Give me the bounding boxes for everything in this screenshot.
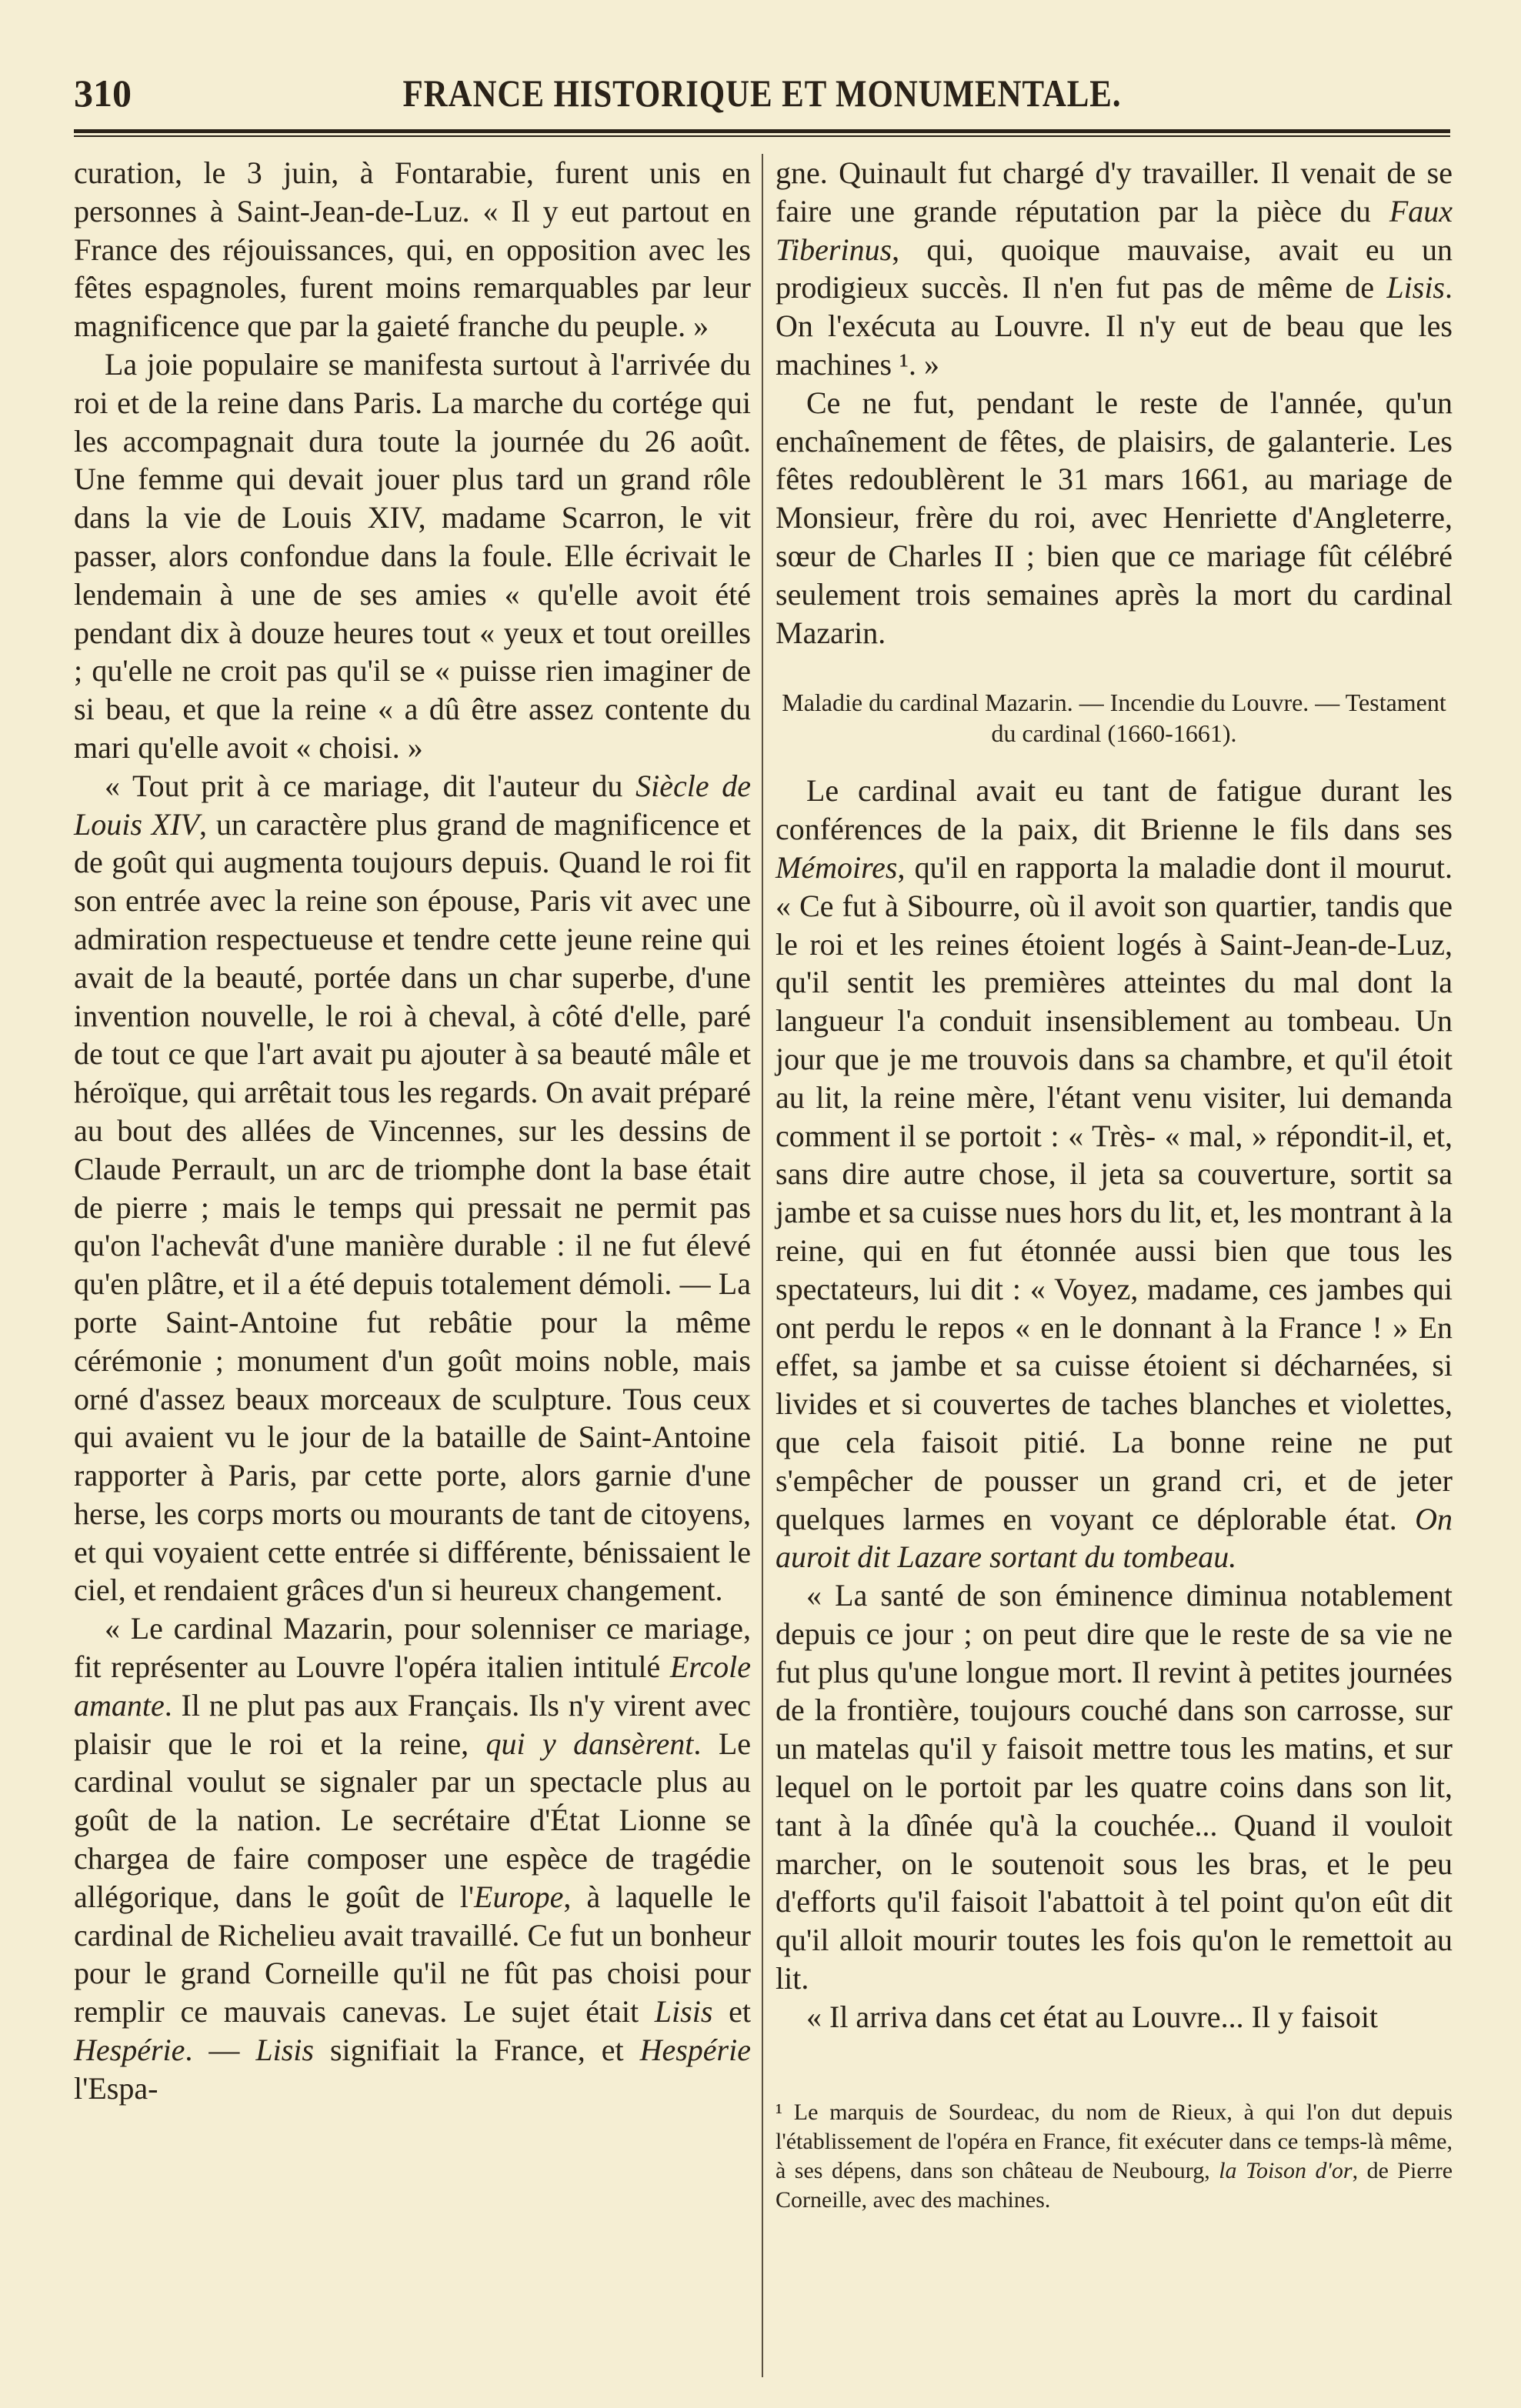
running-title: FRANCE HISTORIQUE ET MONUMENTALE. (402, 72, 1122, 115)
italic-text: Hespérie (639, 2033, 751, 2068)
text-run: « Le cardinal Mazarin, pour solenniser ce mariage, fit représenter au Louvre l'opéra italien intitulé (74, 1611, 751, 1685)
italic-text: qui y dansèrent (485, 1726, 694, 1761)
text-run: « Tout prit à ce mariage, dit l'auteur du (105, 768, 636, 803)
paragraph (776, 154, 1453, 384)
text-run: La joie populaire se manifesta surtout à l'arrivée du roi et de la reine dans Paris. La marche du cortége qui les accompagnait dura toute la journée du 26 août. Une femme qui devait jouer plus tard un grand rôle dans la vie de Louis XIV, madame Scarron, le vit passer, alors confondue dans la foule. Elle écrivait le lendemain à une de ses amies « qu'elle avoit été pendant dix à douze heures tout « yeux et tout oreilles ; qu'elle ne croit pas qu'il se « puisse rien imaginer de si beau, et que la reine « a dû être assez contente du mari qu'elle avoit « choisi. » (74, 346, 751, 765)
italic-text: Faux Tiberinus (776, 193, 1453, 267)
text-run: curation, le 3 juin, à Fontarabie, furent unis en personnes à Saint-Jean-de-Luz. « Il y eut partout en France des réjouissances, qui, en opposition avec les fêtes espagnoles, furent moins remarquables par leur magnificence que par la gaieté franche du peuple. » (74, 155, 751, 344)
right-column (776, 154, 1453, 2215)
page-number: 310 (74, 72, 132, 115)
italic-text: Lisis (1386, 270, 1445, 305)
italic-text: Ercole amante (74, 1649, 751, 1723)
text-run: , qui, quoique mauvaise, avait eu un prodigieux succès. Il n'en fut pas de même de (776, 232, 1453, 305)
text-run: . On l'exécuta au Louvre. Il n'y eut de beau que les machines ¹. » (776, 270, 1453, 382)
section-heading: Maladie du cardinal Mazarin. — Incendie du Louvre. — Testament du cardinal (1660-1661). (782, 689, 1446, 748)
left-column (74, 154, 751, 2108)
text-run: . Le cardinal voulut se signaler par un spectacle plus au goût de la nation. Le secrétaire d'État Lionne se chargea de faire composer une espèce de tragédie allégorique, dans le goût de l' (74, 1726, 752, 1914)
italic-text: On auroit dit Lazare sortant du tombeau. (776, 1501, 1453, 1575)
paragraph (776, 1576, 1453, 1998)
header-rule-thin (74, 135, 1450, 137)
text-run: Le cardinal avait eu tant de fatigue durant les conférences de la paix, dit Brienne le fils dans ses (776, 773, 1453, 847)
text-run: , un caractère plus grand de magnificence et de goût qui augmenta toujours depuis. Quand le roi fit son entrée avec la reine son épouse, Paris vit avec une admiration respectueuse et tendre cette jeune reine qui avait de la beauté, portée dans un char superbe, d'une invention nouvelle, le roi à cheval, à côté d'elle, paré de tout ce que l'art avait pu ajouter à sa beauté mâle et héroïque, qui arrêtait tous les regards. On avait préparé au bout des allées de Vincennes, sur les dessins de Claude Perrault, un arc de triomphe dont la base était de pierre ; mais le temps qui pressait ne permit pas qu'on l'achevât d'une manière durable : il ne fut élevé qu'en plâtre, et il a été depuis totalement démoli. — La porte Saint-Antoine fut rebâtie pour la même cérémonie ; monument d'un goût moins noble, mais orné d'assez beaux morceaux de sculpture. Tous ceux qui avaient vu le jour de la bataille de Saint-Antoine rapporter à Paris, par cette porte, alors garnie d'une herse, les corps morts ou mourants de tant de citoyens, et qui voyaient cette entrée si différente, bénissaient le ciel, et rendaient grâces d'un si heureux changement. (74, 806, 751, 1608)
text-run: et (712, 1994, 751, 2029)
text-run: Ce ne fut, pendant le reste de l'année, qu'un enchaînement de fêtes, de plaisirs, de galanterie. Les fêtes redoublèrent le 31 mars 1661, au mariage de Monsieur, frère du roi, avec Henriette d'Angleterre, sœur de Charles II ; bien que ce mariage fût célébré seulement trois semaines après la mort du cardinal Mazarin. (776, 385, 1453, 650)
text-run: gne. Quinault fut chargé d'y travailler. Il venait de se faire une grande réputation par la pièce du (776, 155, 1453, 228)
paragraph (776, 772, 1453, 1576)
text-run: . — (185, 2033, 256, 2068)
paragraph (776, 384, 1453, 652)
italic-text: Siècle de Louis XIV (74, 768, 751, 842)
column-divider (762, 154, 763, 2377)
text-run: , qu'il en rapporta la maladie dont il mourut. « Ce fut à Sibourre, où il avoit son quartier, tandis que le roi et les reines étoient logés à Saint-Jean-de-Luz, qu'il sentit les premières atteintes du mal dont la langueur l'a conduit insensiblement au tombeau. Un jour que je me trouvois dans sa chambre, et qu'il étoit au lit, la reine mère, l'étant venu visiter, lui demanda comment il se portoit : « Très- « mal, » répondit-il, et, sans dire autre chose, il jeta sa couverture, sortit sa jambe et sa cuisse nues hors du lit, et, les montrant à la reine, qui en fut étonnée aussi bien que tous les spectateurs, lui dit : « Voyez, madame, ces jambes qui ont perdu le repos « en le donnant à la France ! » En effet, sa jambe et sa cuisse étoient si décharnées, si livides et si couvertes de taches blanches et violettes, que cela faisoit pitié. La bonne reine ne put s'empêcher de pousser un grand cri, et de jeter quelques larmes en voyant ce déplorable état. (776, 849, 1453, 1536)
italic-text: la Toison d'or (1219, 2157, 1353, 2183)
text-run: , à laquelle le cardinal de Richelieu avait travaillé. Ce fut un bonheur pour le grand Corneille qu'il ne fût pas choisi pour remplir ce mauvais canevas. Le sujet était (74, 1879, 751, 2029)
text-run: « Il arriva dans cet état au Louvre... Il y faisoit (806, 1999, 1379, 2034)
footnote (776, 2098, 1453, 2215)
italic-text: Europe (474, 1879, 564, 1914)
text-run: , de Pierre Corneille, avec des machines. (776, 2157, 1453, 2213)
text-run: ¹ Le marquis de Sourdeac, du nom de Rieux, à qui l'on dut depuis l'établissement de l'opéra en France, fit exécuter dans ce temps-là même, à ses dépens, dans son château de Neubourg, (776, 2099, 1453, 2183)
header-rule (74, 129, 1450, 133)
italic-text: Lisis (255, 2033, 314, 2068)
text-run: l'Espa- (74, 2070, 158, 2106)
paragraph (74, 345, 751, 767)
text-run: signifiait la France, et (313, 2033, 640, 2068)
italic-text: Hespérie (74, 2033, 185, 2068)
running-header (74, 71, 1450, 125)
text-run: « La santé de son éminence diminua notablement depuis ce jour ; on peut dire que le reste de sa vie ne fut plus qu'une longue mort. Il revint à petites journées de la frontière, toujours couché dans son carrosse, sur un matelas qu'il y faisoit mettre tous les matins, et sur lequel on le portoit par les quatre coins dans son lit, tant à la dînée qu'à la couchée... Quand il vouloit marcher, on le soutenoit sous les bras, et le peu d'efforts qu'il faisoit l'abattoit à tel point qu'on eût dit qu'il alloit mourir toutes les fois qu'on le remettoit au lit. (776, 1578, 1453, 1996)
italic-text: Lisis (654, 1994, 713, 2029)
italic-text: Mémoires (776, 849, 898, 885)
text-run: . Il ne plut pas aux Français. Ils n'y virent avec plaisir que le roi et la reine, (74, 1687, 751, 1761)
paragraph (776, 1998, 1453, 2036)
paragraph (74, 1609, 751, 2107)
paragraph (74, 154, 751, 345)
paragraph (74, 767, 751, 1610)
